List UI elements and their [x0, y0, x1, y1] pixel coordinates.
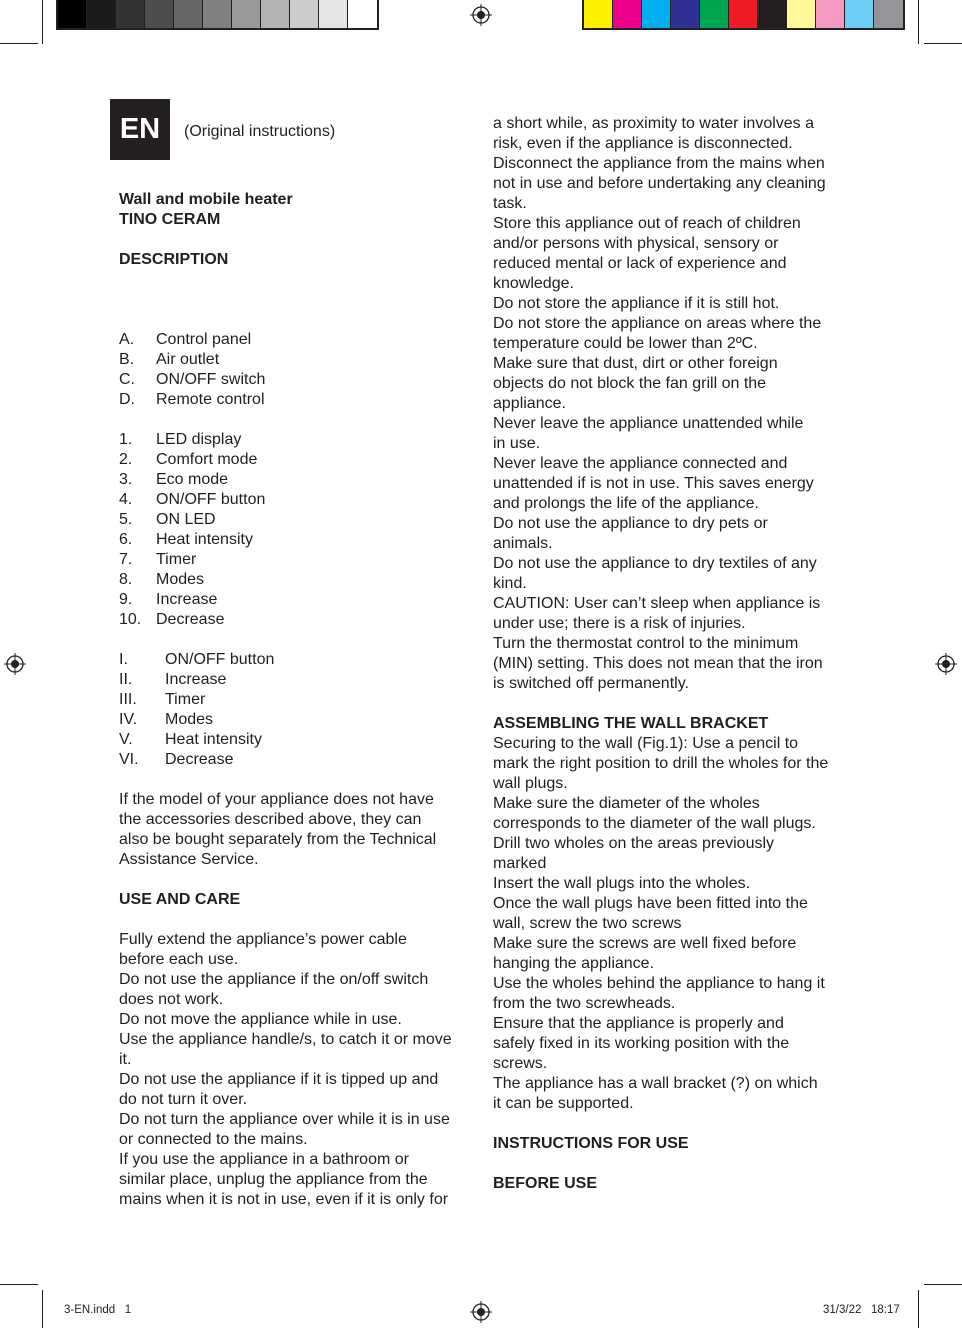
text-line: risk, even if the appliance is disconnected. — [493, 135, 793, 152]
remote-item — [119, 750, 469, 770]
text-line: unattended if is not in use. This saves energy — [493, 475, 814, 492]
crop-mark — [42, 1290, 43, 1328]
text-line: or connected to the mains. — [119, 1131, 308, 1148]
text-line: Do not move the appliance while in use. — [119, 1011, 402, 1028]
text-line: under use; there is a risk of injuries. — [493, 615, 746, 632]
list-item-text: Decrease — [156, 611, 225, 628]
text-line: similar place, unplug the appliance from the — [119, 1171, 428, 1188]
text-line: before each use. — [119, 951, 239, 968]
color-swatch — [87, 0, 116, 28]
safety-paragraph — [493, 114, 853, 694]
part-item — [119, 350, 469, 370]
list-marker: 2. — [119, 451, 133, 468]
text-line: safely fixed in its working position with the — [493, 1035, 790, 1052]
text-line: Never leave the appliance unattended while — [493, 415, 804, 432]
list-item-text: Timer — [165, 691, 206, 708]
text-line: Do not turn the appliance over while it is in use — [119, 1111, 450, 1128]
registration-mark-icon — [4, 653, 26, 675]
color-swatch — [787, 0, 816, 28]
list-item-text: Modes — [156, 571, 205, 588]
control-item — [119, 550, 469, 570]
assembling-heading: ASSEMBLING THE WALL BRACKET — [493, 715, 769, 732]
text-line: Do not use the appliance if it is tipped up and — [119, 1071, 439, 1088]
part-item — [119, 370, 469, 390]
text-line: does not work. — [119, 991, 224, 1008]
control-item — [119, 430, 469, 450]
list-item-text: Control panel — [156, 331, 252, 348]
text-line: Once the wall plugs have been fitted into the — [493, 895, 808, 912]
list-marker: VI. — [119, 751, 139, 768]
list-item-text: Remote control — [156, 391, 265, 408]
text-line: The appliance has a wall bracket (?) on which — [493, 1075, 818, 1092]
control-item — [119, 510, 469, 530]
color-swatch — [642, 0, 671, 28]
text-line: Use the wholes behind the appliance to hang it — [493, 975, 825, 992]
remote-item — [119, 710, 469, 730]
text-line: (MIN) setting. This does not mean that the iron — [493, 655, 823, 672]
remote-control-list — [119, 650, 469, 770]
list-item-text: Heat intensity — [156, 531, 253, 548]
assembling-paragraph — [493, 734, 853, 1114]
list-marker: 4. — [119, 491, 133, 508]
text-line: mains when it is not in use, even if it is only for — [119, 1191, 449, 1208]
color-swatch — [874, 0, 903, 28]
text-line: the accessories described above, they can — [119, 811, 422, 828]
color-swatch — [174, 0, 203, 28]
text-line: Turn the thermostat control to the minimum — [493, 635, 799, 652]
control-item — [119, 570, 469, 590]
text-line: Do not store the appliance if it is still hot. — [493, 295, 780, 312]
text-line: corresponds to the diameter of the wall plugs. — [493, 815, 816, 832]
text-line: Do not use the appliance if the on/off switch — [119, 971, 429, 988]
list-item-text: Decrease — [165, 751, 234, 768]
control-panel-list — [119, 430, 469, 630]
list-item-text: Increase — [165, 671, 227, 688]
list-marker: III. — [119, 691, 137, 708]
process-color-bar — [582, 0, 905, 30]
list-marker: 8. — [119, 571, 133, 588]
use-and-care-heading: USE AND CARE — [119, 891, 241, 908]
list-item-text: Comfort mode — [156, 451, 258, 468]
list-item-text: Eco mode — [156, 471, 229, 488]
text-line: screws. — [493, 1055, 548, 1072]
color-swatch — [116, 0, 145, 28]
text-line: from the two screwheads. — [493, 995, 676, 1012]
text-line: Store this appliance out of reach of children — [493, 215, 801, 232]
accessories-paragraph — [119, 790, 469, 870]
date-slug: 31/3/22 18:17 — [823, 1304, 900, 1316]
color-swatch — [348, 0, 377, 28]
file-slug: 3-EN.indd 1 — [64, 1304, 132, 1316]
list-item-text: Air outlet — [156, 351, 220, 368]
list-marker: A. — [119, 331, 135, 348]
list-marker: I. — [119, 651, 128, 668]
crop-mark — [0, 1284, 38, 1285]
text-line: temperature could be lower than 2ºC. — [493, 335, 758, 352]
list-marker: 1. — [119, 431, 133, 448]
text-line: Fully extend the appliance’s power cable — [119, 931, 407, 948]
list-marker: 3. — [119, 471, 133, 488]
remote-item — [119, 650, 469, 670]
crop-mark — [42, 0, 43, 44]
text-line: knowledge. — [493, 275, 574, 292]
text-line: Make sure the diameter of the wholes — [493, 795, 760, 812]
text-line: Use the appliance handle/s, to catch it or move — [119, 1031, 452, 1048]
text-line: and/or persons with physical, sensory or — [493, 235, 779, 252]
text-line: hanging the appliance. — [493, 955, 655, 972]
instructions-heading: INSTRUCTIONS FOR USE — [493, 1135, 689, 1152]
text-line: in use. — [493, 435, 541, 452]
text-line: it can be supported. — [493, 1095, 634, 1112]
text-line: Do not use the appliance to dry textiles of any — [493, 555, 817, 572]
control-item — [119, 610, 469, 630]
product-model: TINO CERAM — [119, 211, 221, 228]
color-swatch — [584, 0, 613, 28]
use-and-care-paragraph — [119, 930, 469, 1210]
list-marker: 7. — [119, 551, 133, 568]
list-item-text: LED display — [156, 431, 242, 448]
color-swatch — [203, 0, 232, 28]
color-swatch — [261, 0, 290, 28]
crop-mark — [918, 1290, 919, 1328]
list-item-text: Increase — [156, 591, 218, 608]
text-line: is switched off permanently. — [493, 675, 689, 692]
product-title: Wall and mobile heater — [119, 191, 293, 208]
text-line: Insert the wall plugs into the wholes. — [493, 875, 751, 892]
text-line: mark the right position to drill the wholes for the — [493, 755, 829, 772]
color-swatch — [613, 0, 642, 28]
text-line: Make sure the screws are well fixed before — [493, 935, 797, 952]
text-line: Do not use the appliance to dry pets or — [493, 515, 768, 532]
list-marker: IV. — [119, 711, 138, 728]
crop-mark — [0, 43, 38, 44]
list-marker: B. — [119, 351, 135, 368]
text-line: If you use the appliance in a bathroom or — [119, 1151, 409, 1168]
list-marker: 9. — [119, 591, 133, 608]
text-line: also be bought separately from the Technical — [119, 831, 437, 848]
list-marker: 10. — [119, 611, 142, 628]
control-item — [119, 450, 469, 470]
list-marker: D. — [119, 391, 135, 408]
text-line: Assistance Service. — [119, 851, 259, 868]
left-column — [119, 190, 469, 1210]
text-line: wall plugs. — [493, 775, 568, 792]
list-marker: V. — [119, 731, 133, 748]
color-swatch — [700, 0, 729, 28]
original-instructions-note: (Original instructions) — [184, 123, 336, 140]
before-use-heading: BEFORE USE — [493, 1175, 598, 1192]
text-line: reduced mental or lack of experience and — [493, 255, 787, 272]
part-item — [119, 330, 469, 350]
text-line: Do not store the appliance on areas where the — [493, 315, 822, 332]
color-swatch — [145, 0, 174, 28]
text-line: appliance. — [493, 395, 566, 412]
registration-mark-icon — [470, 1301, 492, 1323]
list-item-text: Timer — [156, 551, 197, 568]
remote-item — [119, 670, 469, 690]
text-line: CAUTION: User can’t sleep when appliance is — [493, 595, 821, 612]
color-swatch — [290, 0, 319, 28]
control-item — [119, 470, 469, 490]
right-column — [493, 114, 853, 1194]
control-item — [119, 490, 469, 510]
description-heading: DESCRIPTION — [119, 251, 229, 268]
text-line: animals. — [493, 535, 553, 552]
text-line: Never leave the appliance connected and — [493, 455, 788, 472]
text-line: marked — [493, 855, 547, 872]
gray-color-bar — [56, 0, 379, 30]
list-item-text: Heat intensity — [165, 731, 262, 748]
language-badge: EN — [110, 99, 170, 160]
text-line: Make sure that dust, dirt or other foreign — [493, 355, 778, 372]
registration-mark-icon — [935, 653, 957, 675]
text-line: kind. — [493, 575, 527, 592]
text-line: a short while, as proximity to water involves a — [493, 115, 815, 132]
color-swatch — [671, 0, 700, 28]
color-swatch — [758, 0, 787, 28]
text-line: objects do not block the fan grill on the — [493, 375, 767, 392]
text-line: Ensure that the appliance is properly and — [493, 1015, 784, 1032]
text-line: task. — [493, 195, 527, 212]
color-swatch — [319, 0, 348, 28]
crop-mark — [924, 1284, 962, 1285]
color-swatch — [232, 0, 261, 28]
list-item-text: ON/OFF button — [156, 491, 266, 508]
color-swatch — [816, 0, 845, 28]
text-line: If the model of your appliance does not have — [119, 791, 434, 808]
remote-item — [119, 730, 469, 750]
color-swatch — [729, 0, 758, 28]
registration-mark-icon — [470, 4, 492, 26]
list-item-text: ON/OFF switch — [156, 371, 266, 388]
text-line: Disconnect the appliance from the mains when — [493, 155, 825, 172]
text-line: Securing to the wall (Fig.1): Use a pencil to — [493, 735, 799, 752]
text-line: not in use and before undertaking any cleaning — [493, 175, 826, 192]
text-line: it. — [119, 1051, 132, 1068]
text-line: wall, screw the two screws — [493, 915, 682, 932]
control-item — [119, 530, 469, 550]
list-marker: C. — [119, 371, 135, 388]
text-line: and prolongs the life of the appliance. — [493, 495, 759, 512]
text-line: Drill two wholes on the areas previously — [493, 835, 775, 852]
text-line: do not turn it over. — [119, 1091, 248, 1108]
remote-item — [119, 690, 469, 710]
list-item-text: ON LED — [156, 511, 216, 528]
list-marker: II. — [119, 671, 133, 688]
color-swatch — [845, 0, 874, 28]
crop-mark — [918, 0, 919, 44]
parts-list — [119, 330, 469, 410]
part-item — [119, 390, 469, 410]
crop-mark — [924, 43, 962, 44]
list-item-text: Modes — [165, 711, 214, 728]
color-swatch — [58, 0, 87, 28]
list-marker: 5. — [119, 511, 133, 528]
list-marker: 6. — [119, 531, 133, 548]
list-item-text: ON/OFF button — [165, 651, 275, 668]
control-item — [119, 590, 469, 610]
